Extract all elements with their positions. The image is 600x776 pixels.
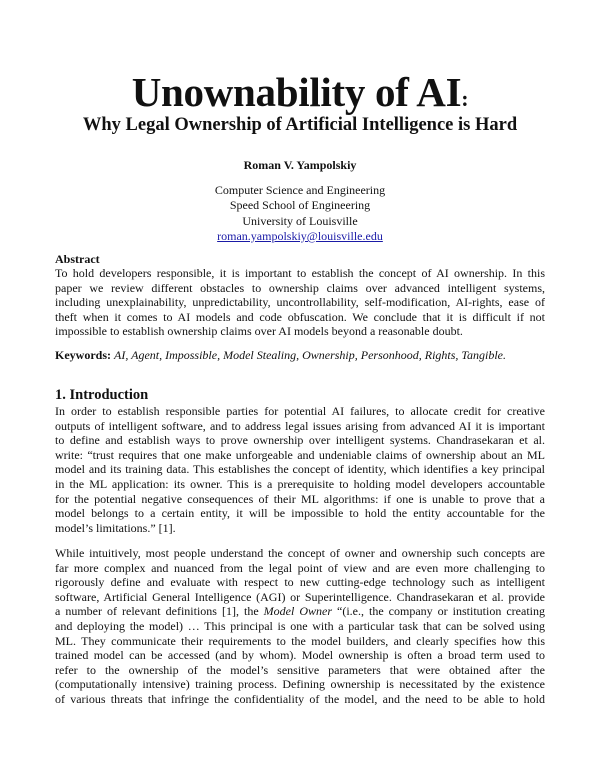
text-segment: a number of relevant definitions [1], the bbox=[55, 604, 264, 619]
paragraph-line: to define and establish ways to prove ownership over intelligent systems. Chandrasekaran et al. bbox=[55, 433, 545, 448]
paragraph-line: In order to establish responsible parties for potential AI failures, to allocate credit for creative bbox=[55, 404, 545, 418]
paragraph-line: While intuitively, most people understand the concept of owner and ownership such concepts are bbox=[55, 546, 545, 560]
paragraph-line-with-italic bbox=[55, 604, 545, 619]
abstract-line: paper we review different obstacles to ownership claims over advanced intelligent systems, bbox=[55, 280, 545, 295]
paragraph-line: software, Artificial General Intelligence (AGI) or Superintelligence. Chandrasekaran et al. provide bbox=[55, 589, 545, 604]
abstract-line: including unexplainability, unpredictability, uncontrollability, self-modification, AI-rights, ease of bbox=[55, 295, 545, 310]
paragraph-line: model’s limitations.” [1]. bbox=[55, 520, 176, 535]
paragraph-line: and deploying the model) … This principal is one with a particular task that can be solved using bbox=[55, 618, 545, 633]
paragraph-line: far more complex and nuanced from the legal point of view and are even more challenging to bbox=[55, 560, 545, 575]
keywords-value: AI, Agent, Impossible, Model Stealing, Ownership, Personhood, Rights, Tangible. bbox=[114, 348, 506, 362]
author-email-link[interactable]: roman.yampolskiy@louisville.edu bbox=[217, 228, 383, 243]
paragraph-line: outputs of intelligent software, and to address legal issues arising from advanced AI it is important bbox=[55, 418, 545, 433]
author-name: Roman V. Yampolskiy bbox=[243, 158, 357, 172]
paragraph-line: model belongs to a certain entity, it will be impossible to hold the entity accountable for the bbox=[55, 506, 545, 521]
paragraph-line: for the potential negative consequences of their ML algorithms: if one is unable to prove that a bbox=[55, 491, 545, 506]
paragraph-line: model and its training data. This establishes the concept of identity, which identifies a key principal bbox=[55, 462, 545, 477]
abstract-heading: Abstract bbox=[55, 252, 100, 266]
title-colon: : bbox=[461, 86, 469, 111]
affiliation-department: Computer Science and Engineering bbox=[214, 183, 386, 197]
abstract-line: impossible to establish ownership claims over AI models beyond a reasonable doubt. bbox=[55, 324, 463, 339]
paper-subtitle: Why Legal Ownership of Artificial Intelligence is Hard bbox=[82, 115, 518, 135]
section-heading-introduction: 1. Introduction bbox=[55, 387, 149, 403]
paragraph-line: ML. They communicate their requirements to the model builders, and clearly specifies how this bbox=[55, 633, 545, 648]
paragraph-line: in the ML application: its owner. This is a prerequisite to holding model developers accountable bbox=[55, 476, 545, 491]
abstract-line: theft when it comes to AI models and code obfuscation. We conclude that it is difficult if not bbox=[55, 309, 545, 324]
paragraph-line: rigorously define and evaluate with respect to new cutting-edge technology such as intelligent bbox=[55, 575, 545, 590]
affiliation-university: University of Louisville bbox=[242, 213, 358, 228]
text-segment: “(i.e., the company or institution creating bbox=[332, 604, 545, 619]
italic-term-model-owner: Model Owner bbox=[263, 604, 332, 619]
keywords bbox=[55, 348, 506, 362]
paragraph-line: (computationally intensive) training process. Defining ownership is necessitated by the existence bbox=[55, 677, 545, 692]
keywords-label: Keywords: bbox=[55, 348, 111, 362]
author-affiliation bbox=[0, 183, 600, 244]
affiliation-school: Speed School of Engineering bbox=[229, 198, 371, 213]
abstract-line: To hold developers responsible, it is important to establish the concept of AI ownership. In this bbox=[55, 266, 545, 280]
intro-paragraph-2 bbox=[55, 546, 545, 707]
intro-paragraph-1 bbox=[55, 404, 545, 535]
paragraph-line: of various threats that infringe the confidentiality of the model, and the need to be able to hold bbox=[55, 691, 545, 706]
paragraph-line: refer to the ownership of the model’s sensitive parameters that were obtained after the bbox=[55, 662, 545, 677]
paragraph-line: write: “trust requires that one make unforgeable and undeniable claims of ownership about an ML bbox=[55, 447, 545, 462]
paragraph-line: trained model can be accessed (and by whom). Model ownership is often a broad term used to bbox=[55, 648, 545, 663]
abstract-body bbox=[55, 266, 545, 339]
title-text: Unownability of AI bbox=[131, 69, 462, 115]
